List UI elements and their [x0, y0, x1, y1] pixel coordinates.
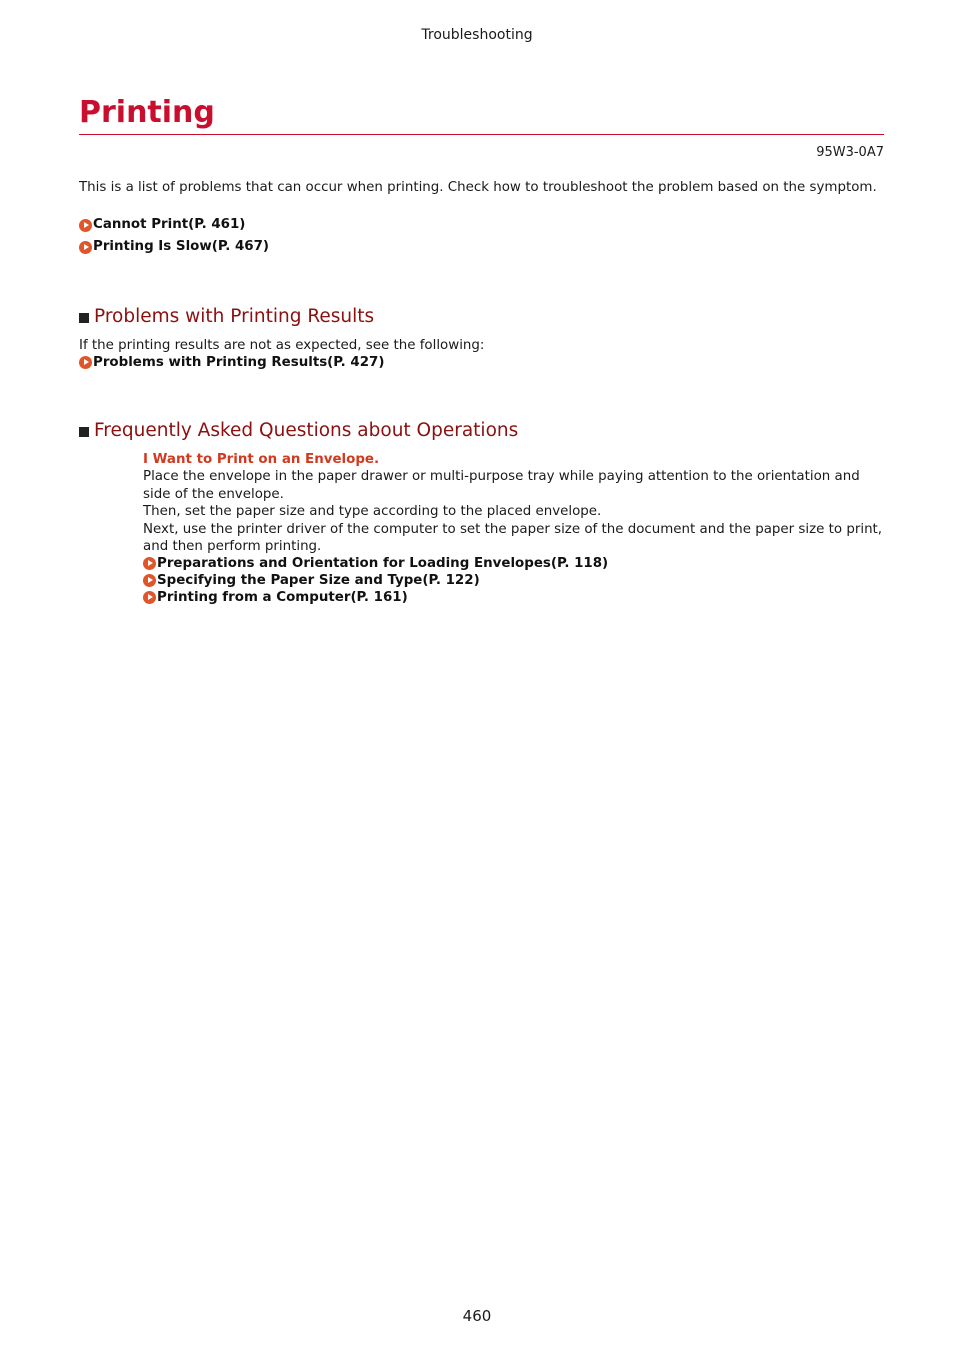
- link-printing-from-computer[interactable]: [143, 589, 883, 606]
- document-code: 95W3-0A7: [816, 145, 884, 160]
- running-header: Troubleshooting: [421, 27, 533, 43]
- faq-question: I Want to Print on an Envelope.: [143, 452, 380, 467]
- title-divider: [79, 134, 884, 135]
- section-heading-label: Frequently Asked Questions about Operations: [94, 420, 519, 441]
- arrow-circle-icon: [79, 219, 92, 232]
- link-label: Cannot Print(P. 461): [93, 217, 246, 232]
- section-heading-faq: [79, 418, 518, 444]
- list-item: [79, 237, 269, 259]
- link-label: Printing Is Slow(P. 467): [93, 239, 270, 254]
- page-title: Printing: [79, 95, 215, 130]
- faq-envelope-block: [143, 451, 883, 606]
- section-heading-label: Problems with Printing Results: [94, 306, 375, 327]
- arrow-circle-icon: [79, 356, 92, 369]
- link-problems-with-printing-results[interactable]: [79, 354, 484, 371]
- link-preparations-loading-envelopes[interactable]: [143, 555, 883, 572]
- printing-results-text: If the printing results are not as expected, see the following:: [79, 338, 485, 353]
- arrow-circle-icon: [79, 241, 92, 254]
- square-bullet-icon: [79, 313, 89, 323]
- arrow-circle-icon: [143, 557, 156, 570]
- link-label: Problems with Printing Results(P. 427): [93, 355, 385, 370]
- printing-results-body: [79, 337, 484, 371]
- link-specifying-paper-size[interactable]: [143, 572, 883, 589]
- link-printing-is-slow[interactable]: [79, 237, 269, 257]
- faq-paragraph: Then, set the paper size and type according to the placed envelope.: [143, 504, 602, 520]
- page-number: 460: [462, 1307, 492, 1325]
- square-bullet-icon: [79, 427, 89, 437]
- link-cannot-print[interactable]: [79, 215, 269, 235]
- link-label: Specifying the Paper Size and Type(P. 122): [157, 573, 480, 589]
- list-item: [79, 215, 269, 237]
- faq-paragraph: Place the envelope in the paper drawer or multi-purpose tray while paying attention to the orientation and side of the envelope.: [143, 469, 860, 502]
- faq-paragraph: Next, use the printer driver of the computer to set the paper size of the document and the paper size to print, and then perform printing.: [143, 521, 883, 555]
- link-label: Preparations and Orientation for Loading Envelopes(P. 118): [157, 556, 609, 572]
- section-heading-printing-results: [79, 304, 374, 330]
- intro-text: This is a list of problems that can occur when printing. Check how to troubleshoot the problem based on the symptom.: [79, 180, 877, 195]
- symptom-link-list: [79, 215, 269, 259]
- arrow-circle-icon: [143, 591, 156, 604]
- arrow-circle-icon: [143, 574, 156, 587]
- link-label: Printing from a Computer(P. 161): [157, 590, 408, 606]
